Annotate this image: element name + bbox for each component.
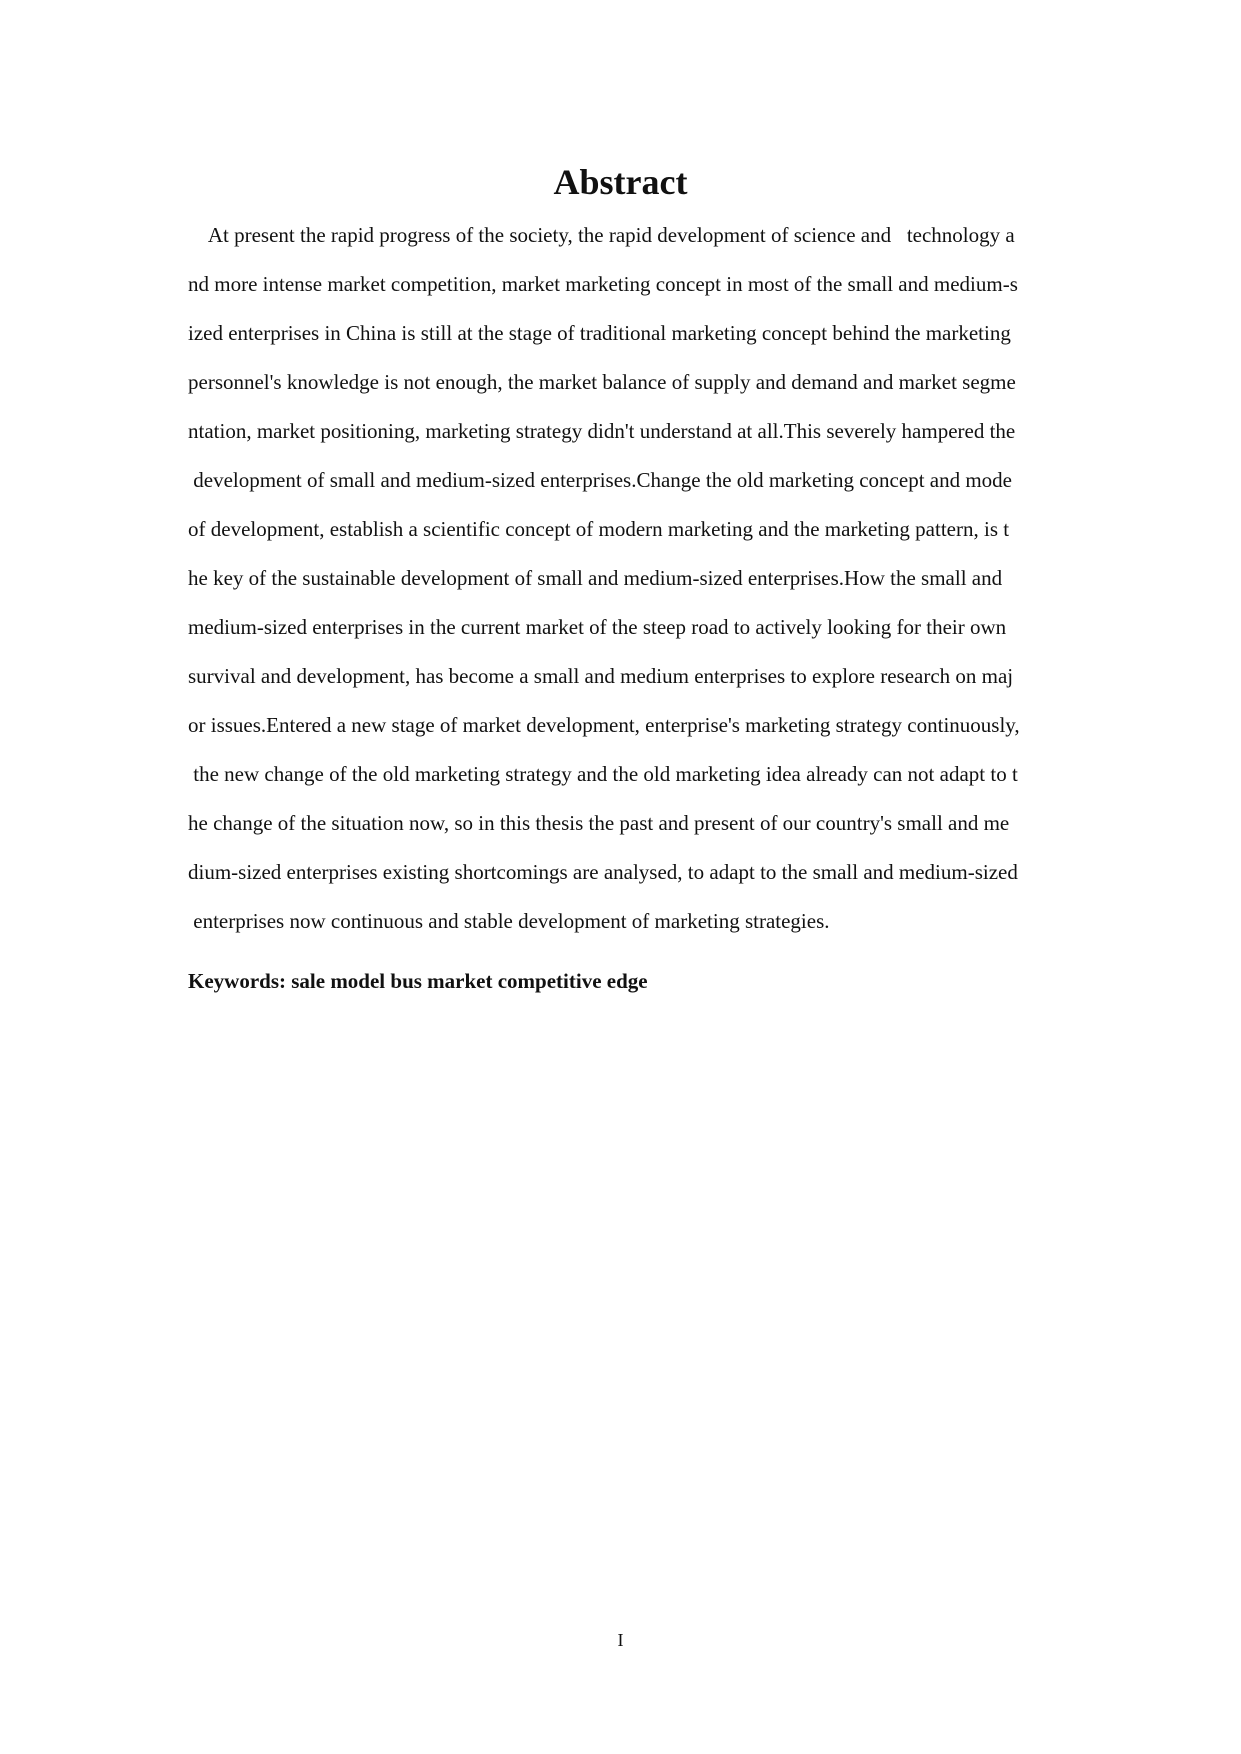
abstract-body [188, 220, 1068, 955]
abstract-line: of development, establish a scientific concept of modern marketing and the marketing pattern, is t [188, 517, 1010, 541]
abstract-title: Abstract [553, 162, 688, 202]
abstract-line: At present the rapid progress of the society, the rapid development of science and technology a [188, 223, 1015, 247]
keywords-line: Keywords: sale model bus market competitive edge [188, 969, 648, 993]
abstract-line: development of small and medium-sized enterprises.Change the old marketing concept and mode [188, 468, 1013, 492]
abstract-line: he key of the sustainable development of small and medium-sized enterprises.How the small and [188, 566, 1003, 590]
abstract-line: ized enterprises in China is still at the stage of traditional marketing concept behind the marketing [188, 321, 1011, 345]
abstract-line: or issues.Entered a new stage of market development, enterprise's marketing strategy continuously, [188, 713, 1020, 737]
page-number: I [617, 1630, 624, 1650]
abstract-line: medium-sized enterprises in the current market of the steep road to actively looking for their own [188, 615, 1007, 639]
abstract-line: he change of the situation now, so in this thesis the past and present of our country's small and me [188, 811, 1010, 835]
abstract-line: nd more intense market competition, market marketing concept in most of the small and medium-s [188, 272, 1018, 296]
abstract-line: dium-sized enterprises existing shortcomings are analysed, to adapt to the small and medium-sized [188, 860, 1018, 884]
abstract-line: enterprises now continuous and stable development of marketing strategies. [188, 909, 830, 933]
abstract-line: the new change of the old marketing strategy and the old marketing idea already can not adapt to t [188, 762, 1018, 786]
abstract-line: ntation, market positioning, marketing strategy didn't understand at all.This severely hampered the [188, 419, 1016, 443]
abstract-line: personnel's knowledge is not enough, the market balance of supply and demand and market segme [188, 370, 1016, 394]
abstract-line: survival and development, has become a small and medium enterprises to explore research on maj [188, 664, 1014, 688]
